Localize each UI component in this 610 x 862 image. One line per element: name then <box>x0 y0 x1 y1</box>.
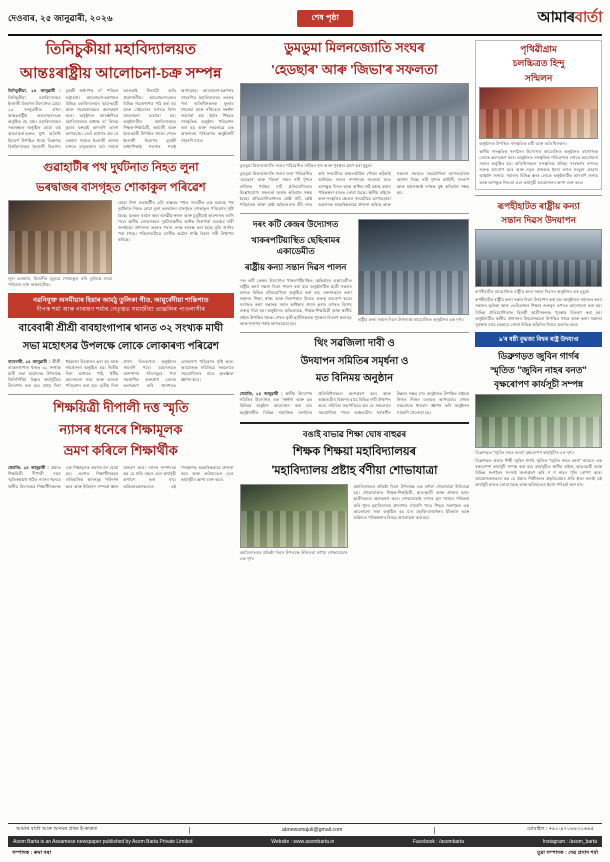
photo-caption: ৰাষ্ট্ৰীয় কন্যা সন্তান দিৱস উপলক্ষে আয়োজিত অনুষ্ঠানৰ এক দৃশ্য। <box>357 317 464 323</box>
headline-line-2: ন্যাসৰ ধনেৰে শিক্ষামূলক <box>59 421 183 437</box>
page-footer <box>8 823 602 858</box>
photo-caption: ৰূপহীহাটত আয়োজিত ৰাষ্ট্ৰীয় কন্যা সন্তান দিৱসৰ অনুষ্ঠানৰ এক মুহূৰ্ত। <box>475 289 590 295</box>
article-body: তিনিচুকীয়া মহাবিদ্যালয়ৰ ইংৰাজী বিভাগৰ উদ্যোগত যোৱা ২৩ জানুৱাৰীত এখন আন্তঃৰাষ্ট্ৰীয় আলোচনা-চক্ৰ অনুষ্ঠিত হৈ যায়। মহাবিদ্যালয়ৰ সভাকক্ষত অনুষ্ঠিত হোৱা এই আলোচনা-চক্ৰত মুখ্য অতিথি হিচাপে উপস্থিত থাকে ডিব্ৰুগড় বিশ্ববিদ্যালয়ৰ ইংৰাজী বিভাগৰ মুৰব্বী অধ্যাপক ড° পৰিমল ভট্টাচাৰ্য। আলোচনা-চক্ৰখনত বিভিন্ন মহাবিদ্যালয়ৰ ছাত্ৰ-ছাত্ৰী আৰু গৱেষকসকলে অংশগ্ৰহণ কৰে। অনুষ্ঠানৰ আৰম্ভণিতে মহাবিদ্যালয়ৰ অধ্যক্ষ ড° বিজয় কুমাৰ বৰুৱাই আদৰণি ভাষণ আগবঢ়ায়। তেওঁ ভাষণত কয় যে বৰ্তমান সময়ত ইংৰাজী ভাষাৰ লগতে মাতৃভাষাৰ চৰ্চা সমানে আগুৱাই নিয়াটো অতি প্ৰয়োজনীয়। আলোচনা-চক্ৰত বিভিন্ন গৱেষণাপত্ৰ পাঠ কৰা হয় আৰু সেইবোৰৰ ওপৰত বিশদ আলোচনা চলোৱা হয়। অনুষ্ঠানটিত মহাবিদ্যালয়ৰ শিক্ষক-শিক্ষয়িত্ৰী, কৰ্মচাৰী আৰু ছাত্ৰ-ছাত্ৰী উপস্থিত থাকে। শেষত ইংৰাজী বিভাগৰ মুৰব্বী অধ্যাপিকাই শলাগৰ শৰাই আগবঢ়ায়। আলোচনা-চক্ৰখনৰ সামৰণিত মহাবিদ্যালয়ৰ তৰফৰ পৰা অতিথিসকলক ফুলাম গামোচা আৰু সাঁথৰেৰে সম্বৰ্ধনা জনোৱা হয়। ইয়াৰ পিছতে সাংস্কৃতিক অনুষ্ঠান পৰিৱেশন কৰা হয় আৰু সকলোৱে এক আনন্দময় পৰিৱেশত অনুষ্ঠানটি সামৰণি মাৰে। <box>8 88 234 149</box>
article-photo <box>475 394 602 448</box>
article-photo <box>358 219 470 315</box>
headline-line-1: শিক্ষয়িত্ৰী দীপালী দত্ত স্মৃতি <box>53 400 189 416</box>
headline-line-2: শিক্ষক শিক্ষয়া মহাবিদ্যালয়ৰ <box>292 445 417 458</box>
highlight-banner <box>8 293 234 318</box>
article-photo <box>8 200 112 274</box>
headline-line-1: পৃথিৱীগ্ৰাম <box>520 44 557 54</box>
article-photo <box>475 229 602 287</box>
article-body: ৰূপহীহাটত ৰাষ্ট্ৰীয় কন্যা সন্তান দিৱস উদযাপন কৰা হয়। অনুষ্ঠানত সমাজত কন্যা সন্তানৰ ভূমিকা আৰু তেওঁলোকৰ শিক্ষাৰ গুৰুত্বৰ ওপৰত আলোচনা কৰা হয়। বিভিন্ন প্ৰতিযোগিতাত বিজয়ী ছাত্ৰীসকলক পুৰস্কাৰ বিতৰণ কৰা হয়। অনুষ্ঠানটিত স্থানীয় প্ৰশাসনৰ বিষয়াসকলো উপস্থিত থাকে আৰু কন্যা সন্তানৰ সুৰক্ষাৰ বাবে চৰকাৰে লোৱা বিভিন্ন আঁচনিৰ বিষয়ে অৱগত কৰে। <box>475 297 602 327</box>
logo-accent-text: বাৰ্তা <box>574 9 602 26</box>
footer-print-editor: মুদ্ৰা সম্পাদক : দেৱ প্ৰসাদ শৰ্মা <box>537 850 598 856</box>
headline-line-1: থিং সৱজিলা দাবী ও <box>314 337 395 349</box>
newspaper-logo <box>538 6 602 31</box>
headline-line-1: ডুমডুমা মিলনজ্যোতি সংঘৰ <box>284 40 425 55</box>
article-prithibigram <box>475 40 602 190</box>
footer-publisher-row <box>8 837 602 847</box>
article-dateline: তিনিচুকীয়া, ২৪ জানুৱাৰী : <box>8 88 61 94</box>
headline-line-2: উদযাপন সমিতিৰ সমৃৰ্ধনা ও <box>300 355 409 367</box>
headline-line-2: 'হেডছাৰ' আৰু 'জিভা'ৰ সফলতা <box>271 61 438 77</box>
article-body: স্থানীয় উদযাপন সমিতিৰ উদ্যোগত এক সম্বৰ্ধনা আৰু মত বিনিময় অনুষ্ঠান আয়োজন কৰা হয়। অনুষ্ঠানটিত বিভিন্ন সামাজিক সংগঠনৰ প্ৰতিনিধিসকলে অংশগ্ৰহণ কৰে আৰু অঞ্চলটোৰ বিকাশৰ বাবে বিভিন্ন দাবী উত্থাপন কৰে। সমিতিৰ সভাপতিয়ে কয় যে সকলোৰে সহযোগিতা পালে অঞ্চলটোৰ সৰ্বাংগীন উন্নয়ন সম্ভৱ হ'ব। অনুষ্ঠানত উপস্থিত ৰাইজে নিজৰ নিজৰ মতামত আগবঢ়ায়। শেষত সকলোকে ধন্যবাদ জ্ঞাপন কৰি অনুষ্ঠানৰ সামৰণি পেলোৱা হয়। <box>239 391 470 415</box>
article-dateline: ধেমাজি, ২৪ জানুৱাৰী : <box>239 391 283 397</box>
article-photo <box>240 83 470 161</box>
footer-divider <box>434 827 435 834</box>
headline-line-2: খাকৰপটিয়াস্থিত ছেছিৰামৰ একাডেমীত <box>251 235 341 256</box>
content-grid <box>8 40 602 816</box>
masthead <box>8 6 602 36</box>
photo-caption: লুনা ভৰদ্বাজ, যিজনীৰ মৃত্যুৱে শোকাকুল কৰি তুলিছে সমগ্ৰ পৰিয়াল তথা অঞ্চলটোক। <box>8 276 112 288</box>
headline-line-1: বাবেবাৰী শ্ৰীশ্ৰী বাবহাংগাপাৰ থানত ৩২ সংখ্যক মাঘী <box>18 322 224 334</box>
section-strip: ৯'ৰ ষষ্ঠী বুদ্ধজ্য বিশ্বৰ ৰাষ্ট্ৰ উদযাপ্ত <box>475 332 602 347</box>
banner-line-2: দীপক শৰ্মা আৰু নাৰায়ণ শৰ্মাৰ নেতৃত্বত সমাজীয়া প্ৰাঞ্জলিৰ পাওলাসীৰ <box>36 305 206 313</box>
article-photo <box>479 87 598 139</box>
article-dateline: ধেমাজি, ২৪ জানুৱাৰী : <box>8 465 49 471</box>
article-college-procession <box>240 429 470 563</box>
column-middle <box>240 40 470 816</box>
article-dateline: বাবেবাৰী, ২৪ জানুৱাৰী : <box>8 358 51 364</box>
footer-email[interactable]: abnewsmajuli@gmail.com <box>281 827 343 833</box>
headline-line-2: আন্তঃৰাষ্ট্ৰীয় আলোচনা-চক্ৰ সম্পন্ন <box>20 65 222 83</box>
article-babebari-thaan <box>8 323 234 389</box>
headline-line-3: মত বিনিময় অনুষ্ঠান <box>315 373 394 385</box>
headline-line-2: সন্তান দিৱস উদযাপন <box>501 214 576 225</box>
headline-line-1: তিনিচুকীয়া মহাবিদ্যালয়ত <box>45 41 196 58</box>
headline-line-2: চলচ্চিত্ৰত হিন্দু <box>512 58 565 69</box>
page-badge: শেষ পৃষ্ঠা <box>297 10 353 27</box>
article-body: স্থানীয় সাংস্কৃতিক সংগঠনৰ উদ্যোগত আয়োজিত অনুষ্ঠানত বহুসংখ্যক লোকে অংশগ্ৰহণ কৰে। অনুষ্ঠানত সাংস্কৃতিক পৰিৱেশনৰ লগতে আলোচনা সভাও অনুষ্ঠিত হয়। অতিথিসকলে সাংস্কৃতিক ঐতিহ্য সংৰক্ষণৰ ওপৰত গুৰুত্ব আৰোপ কৰে আৰু নতুন প্ৰজন্মক ইয়াৰ লগত সংযুক্ত হোৱাৰ আহ্বান জনায়। সমাজৰ বিভিন্ন স্তৰৰ লোকে অনুষ্ঠানটিক আদৰণি জনায় আৰু আগন্তুক দিনতো এনে কাৰ্যসূচী আয়োজনৰ আশা ব্যক্ত কৰে। <box>479 148 598 185</box>
article-body: শ্ৰীশ্ৰী বাবহাংগাপাৰ থানত ৩২ সংখ্যক মাঘী সভা মহোৎসৱ উপলক্ষে তিনিদিনীয়া বিস্তৃত কাৰ্যসূচীৰে উদযাপন কৰা হয়। প্ৰথম দিনা ধৰ্মধ্বজা উত্তোলন কৰা হয় আৰু নামপ্ৰসংগ অনুষ্ঠিত হয়। দ্বিতীয় দিনা ভাগৱত পাঠ, ধৰ্মীয় আলোচনা সভা আৰু ভাওনা পৰিৱেশন কৰা হয়। তৃতীয় দিনা প্ৰসাদ বিতৰণেৰে অনুষ্ঠানৰ সামৰণি পৰে। মহোৎসৱত আশপাশৰ গাঁওসমূহৰ পৰা সহস্ৰাধিক ভক্তপ্ৰাণ লোকে অংশগ্ৰহণ কৰি থানখনত লোকাৰণ্য পৰিৱেশৰ সৃষ্টি কৰে। আয়োজক সমিতিয়ে সকলোৰে সহযোগিতাৰ বাবে কৃতজ্ঞতা জ্ঞাপন কৰে। <box>8 358 234 389</box>
footer-editor: সম্পাদক : ৰুমা বৰা <box>12 850 51 856</box>
headline-line-1: ৰূপহীহাটত ৰাষ্ট্ৰীয় কন্যা <box>497 200 580 211</box>
footer-publisher: Asom Barta is an Assamese newspaper published by Asom Barta Private Limited <box>13 839 193 845</box>
footer-editor-row <box>8 847 602 858</box>
footer-tagline: আমাৰ বাৰ্তা আৰু অসমৰ প্ৰথম ই-কাকত <box>16 826 98 832</box>
photo-caption: ডিব্ৰুগড়ত "জুবিন নাহৰ বনত" বৃক্ষৰোপণ কাৰ্যসূচীৰ এক দৃশ্য। <box>475 449 575 455</box>
footer-mobile: মোবাইল : +৯১-৯৭০৬৪৩০৬৬৫ <box>527 826 594 832</box>
article-body: যোৱা নিশা গুৱাহাটীৰ এটা ব্যস্ততম পথত সংঘটিত এক ভয়াৱহ পথ দুৰ্ঘটনাত নিহত হোৱা লুনা ভৰদ্বাজৰ বাসগৃহত শোকাকুল পৰিৱেশৰ সৃষ্টি হৈছে। মৃতকৰ ঘৰলৈ অহা আত্মীয়-স্বজন আৰু চুবুৰীয়াই কান্দোনত ভাগি পৰে। স্থানীয় লোকসকলে দুৰ্ঘটনাস্থলীত অধিক নিৰাপত্তা ব্যৱস্থাৰ দাবী জনাইছে। প্ৰশাসনৰ তৰফৰ পৰাও তদন্ত আৰম্ভ কৰা হৈছে বুলি জানিব পৰা গৈছে। পৰিয়ালটোৱে দোষীক কঠোৰ শাস্তি বিহাৰ দাবী উত্থাপন কৰিছে। <box>118 200 234 243</box>
headline-line-3: ৰাষ্ট্ৰীয় কন্যা সন্তান দিৱস পালন <box>244 261 347 272</box>
footer-facebook[interactable]: Facebook : /asombarta <box>412 839 465 845</box>
headline-line-1: দৰং কটি কেন্দ্ৰৰ উদ্যোগত <box>252 219 339 230</box>
footer-contact-row <box>8 823 602 837</box>
publication-date: দেওবাৰ, ২৫ জানুৱাৰী, ২০২৬ <box>8 12 113 23</box>
article-dipali-dutta-trust <box>8 400 234 489</box>
headline-line-2: স্মৃতিত "জুবিন নাহৰ বনত" <box>490 365 587 376</box>
article-body: ডুমডুমা মিলনজ্যোতি সংঘৰ দ্বাৰা পৰিৱেশিত 'হেডছাৰ' আৰু 'জিভা' নামৰ নাট দুখনে ৰাজ্যিক পৰ্যায়ৰ নাট প্ৰতিযোগিতাত উল্লেখযোগ্য সফলতা অৰ্জন কৰিবলৈ সক্ষম হৈছে। প্ৰতিযোগিতাখনত শ্ৰেষ্ঠ নাট, শ্ৰেষ্ঠ পৰিচালক আৰু শ্ৰেষ্ঠ অভিনেতাৰ বঁটা লাভ কৰি সংঘটোৱে অঞ্চলটোলৈ গৌৰৱ কঢ়িয়াই আনিছে। সংঘৰ সম্পাদকে জনোৱা মতে আগন্তুক দিনত আৰু অধিক নাট মঞ্চস্থ কৰাৰ পৰিকল্পনা হাতত লোৱা হৈছে। স্থানীয় ৰাইজে কলা-সংস্কৃতিৰ ক্ষেত্ৰত সংঘটোৱে আগবঢ়োৱা অৱদানক আন্তৰিকভাৱে প্ৰশংসা কৰিছে আৰু সকলো সময়তে সহযোগিতা আগবঢ়োৱাৰ আশ্বাস দিছে। নাট দুখনৰ কাহিনী, সংলাপ আৰু মঞ্চসজ্জাই দৰ্শকক মুগ্ধ কৰিবলৈ সক্ষম হয়। <box>239 171 470 208</box>
headline-line-2: ভৰদ্বাজৰ বাসগৃহত শোকাকুল পৰিৱেশ <box>36 181 206 194</box>
article-dumduma-milanjyoti <box>240 40 470 208</box>
article-zubin-garg-plantation <box>475 351 602 489</box>
headline-line-3: বৃক্ষৰোপণ কাৰ্যসূচী সম্পন্ন <box>494 379 584 390</box>
footer-divider <box>189 827 190 834</box>
footer-website[interactable]: Website : www.asombarta.in <box>271 839 335 845</box>
footer-instagram[interactable]: Instagram : /asom_barta <box>542 839 597 845</box>
photo-caption: অনুষ্ঠানত উপস্থিত সাংস্কৃতিক কৰ্মী আৰু অতিথিসকল। <box>479 140 567 146</box>
article-body: ডিব্ৰুগড়ত প্ৰয়াত শিল্পী জুবিন গাৰ্গৰ স্মৃতিত "জুবিন নাহৰ বনত" নামেৰে এক বৃক্ষৰোপণ কাৰ্যসূচী সম্পন্ন কৰা হয়। কাৰ্যসূচীত স্থানীয় ৰাইজ, ছাত্ৰ-ছাত্ৰী আৰু বিভিন্ন সংগঠনৰ সদস্যই অংশগ্ৰহণ কৰি শ শ নাহৰ পুলি ৰোপণ কৰে। আয়োজকসকলে কয় যে প্ৰয়াত শিল্পীজনৰ প্ৰকৃতিপ্ৰেমৰ প্ৰতি শ্ৰদ্ধা জনাই এই কাৰ্যসূচী হাতত লোৱা হৈছে আৰু ভৱিষ্যতেও ইয়াৰ পৰিচৰ্যা কৰা হ'ব। <box>475 457 602 488</box>
headline-line-1: বঙাই বাভাৱ শিক্ষা ঘোষ বাহুৱৰ <box>302 428 407 439</box>
headline-line-1: ডিব্ৰুগড়ত জুবিন গাৰ্গৰ <box>498 350 580 361</box>
article-udjapan-samiti <box>240 338 470 416</box>
article-tinsukia-seminar <box>8 40 234 150</box>
article-body: দৰং কটি কেন্দ্ৰৰ উদ্যোগত খাকৰপটিয়াস্থিত ছেছিৰামৰ একাডেমীত ৰাষ্ট্ৰীয় কন্যা সন্তান দিৱস পালন কৰা হয়। অনুষ্ঠানটিত ছাত্ৰী সকলৰ মাজত বিভিন্ন প্ৰতিযোগিতা অনুষ্ঠিত কৰা হয়। বক্তাসকলে কন্যা সন্তানৰ শিক্ষা, স্বাস্থ্য আৰু নিৰাপত্তাৰ বিষয়ে গুৰুত্ব আৰোপ কৰে। সমাজত কন্যা সন্তানক সমান অধিকাৰ প্ৰদান কৰাৰ ওপৰত বিশেষ গুৰুত্ব দিয়া হয়। অনুষ্ঠানত অভিভাৱক, শিক্ষক-শিক্ষয়িত্ৰী আৰু স্থানীয় ৰাইজ উপস্থিত থাকে। শেষত কৃতী ছাত্ৰীসকলক পুৰস্কাৰ বিতৰণ কৰা হয় আৰু শলাগৰ শৰাই আগবঢ়োৱা হয়। <box>239 277 352 326</box>
article-kanya-santan-diwas <box>240 219 470 327</box>
article-luna-bhardwaj <box>8 161 234 289</box>
headline-line-2: সভা মহোৎসৱ উপলক্ষে লোকে লোকাৰণ্য পৰিৱেশ <box>22 340 219 352</box>
headline-line-3: 'মহাবিদ্যালয় প্ৰষ্টাহ ৰ্বণীয়া শোভাযাত্ৰা <box>271 465 438 478</box>
article-rupohihat-kanya-diwas <box>475 201 602 328</box>
headline-line-1: গুৱাহাটীৰ পথ দুৰ্ঘটনাত নিহত লুনা <box>43 161 199 174</box>
photo-caption: মহাবিদ্যালয়ৰ প্ৰতিষ্ঠা দিৱস উপলক্ষে উলিওৱা বৰ্ণাঢ্য শোভাযাত্ৰাৰ এক দৃশ্য। <box>239 550 348 562</box>
photo-caption: ডুমডুমা মিলনজ্যোতি সংঘৰ পৰিৱেশিত নাটকৰ দৃশ্য আৰু পুৰস্কাৰ গ্ৰহণ কৰা মুহূৰ্ত। <box>239 163 373 169</box>
article-body: মহাবিদ্যালয়ৰ প্ৰতিষ্ঠা দিৱস উপলক্ষে এক বৰ্ণাঢ্য শোভাযাত্ৰা উলিওৱা হয়। শোভাযাত্ৰাত শিক্ষক-শিক্ষয়িত্ৰী, ছাত্ৰ-ছাত্ৰী আৰু প্ৰাক্তন ছাত্ৰ-ছাত্ৰীসকলে অংশগ্ৰহণ কৰে। শোভাযাত্ৰাই নগৰৰ মূল পথেৰে পৰিক্ৰমা কৰি পুনৰ মহাবিদ্যালয় প্ৰাংগণত সামৰণি পৰে। পিছত সভাগৃহত এক আলোচনা সভা অনুষ্ঠিত হয় য'ত মহাবিদ্যালয়খনৰ ইতিহাস আৰু ভৱিষ্যত পৰিকল্পনাৰ বিষয়ে আলোচনা কৰা হয়। <box>353 484 470 520</box>
banner-line-1: নৱনিযুক্ত অসমীয়াৰ হিয়াৰ আমঠু তুলিকা গীত, আয়ুৰ্বেদীয়া শান্তিপাত <box>33 297 209 305</box>
article-body: প্ৰয়াত শিক্ষয়িত্ৰী দীপালী দত্তৰ স্মৃতিৰক্ষাৰ্থে গঠিত ন্যাসৰ ধনেৰে স্থানীয় বিদ্যালয়ৰ শিক্ষাৰ্থীসকলক এক শিক্ষামূলক ভ্ৰমণত লৈ যোৱা হয়। ভ্ৰমণত শিক্ষাৰ্থীসকলে ঐতিহাসিক স্থানসমূহ পৰিদৰ্শন কৰে আৰু ইতিহাস সম্পৰ্কে জ্ঞান আহৰণ কৰে। ন্যাসৰ সম্পাদকে কয় যে প্ৰতি বছৰে এনে কাৰ্যসূচী ৰূপায়ণ কৰা হ'ব। অভিভাৱকসকলেও এই পদক্ষেপক আন্তৰিকভাৱে প্ৰশংসা কৰে আৰু ভৱিষ্যতেও এনে কাৰ্যসূচীৰ আশা ব্যক্ত কৰে। <box>8 465 234 489</box>
column-right <box>475 40 602 816</box>
headline-line-3: সন্মিলন <box>524 72 553 83</box>
article-photo <box>240 484 348 548</box>
column-left <box>8 40 234 816</box>
headline-line-3: ভ্ৰমণ কৰিলে শিক্ষাৰ্থীক <box>63 443 178 459</box>
logo-main-text: আমাৰ <box>537 9 575 26</box>
